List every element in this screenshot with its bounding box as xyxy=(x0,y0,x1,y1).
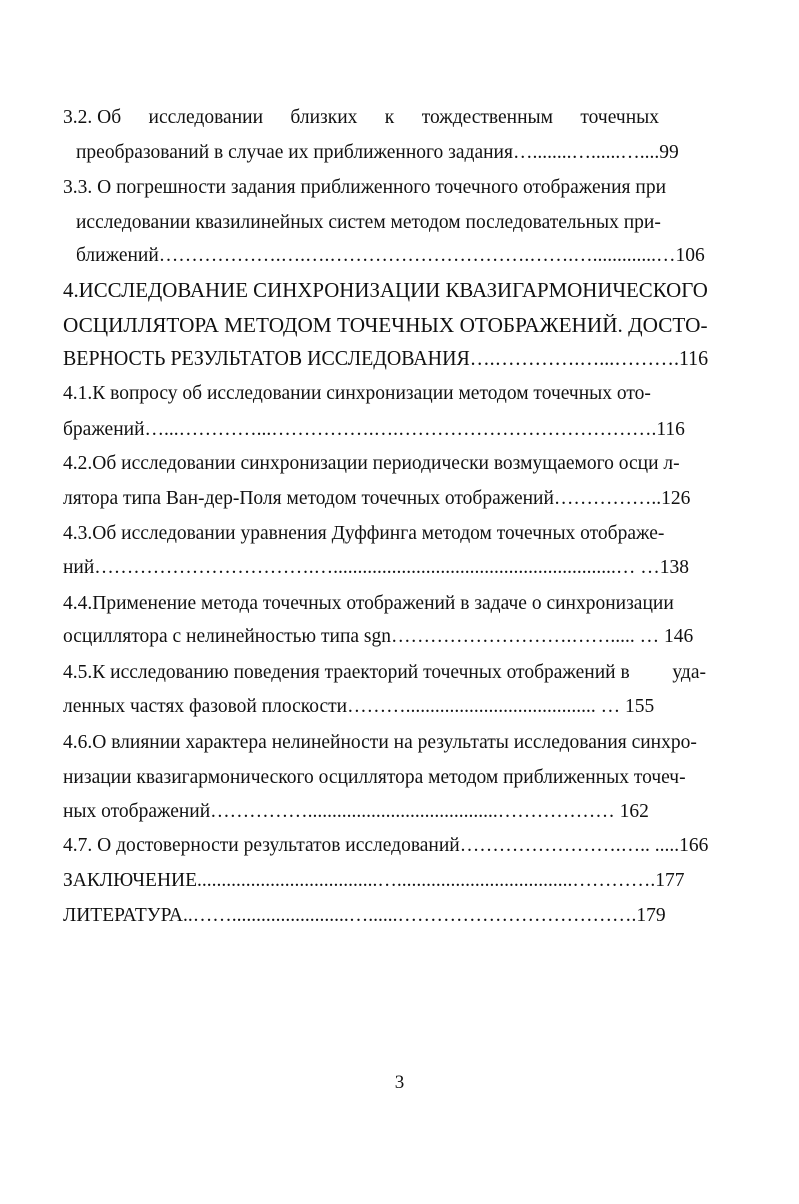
toc-word: 3.2. Об xyxy=(63,107,122,128)
toc-chapter-4-title-cont2: ВЕРНОСТЬ РЕЗУЛЬТАТОВ ИССЛЕДОВАНИЯ….………….…...……….116 xyxy=(63,346,709,370)
toc-line-4-1-cont: бражений…...…………...…………….….………………………………….116 xyxy=(63,419,685,440)
toc-line-4-3: 4.3.Об исследовании уравнения Дуффинга методом точечных отображе- xyxy=(63,523,665,544)
toc-line-4-6-cont: низации квазигармонического осциллятора методом приближенных точеч- xyxy=(63,767,686,788)
toc-word: близких xyxy=(290,107,358,128)
toc-line-4-2: 4.2.Об исследовании синхронизации периодически возмущаемого осци л- xyxy=(63,453,680,474)
toc-chapter-4-title-cont: ОСЦИЛЛЯТОРА МЕТОДОМ ТОЧЕЧНЫХ ОТОБРАЖЕНИЙ. ДОСТО- xyxy=(63,313,708,337)
toc-line-4-5-cont: ленных частях фазовой плоскости………....................................... … 155 xyxy=(63,696,655,717)
toc-line-4-5-text: 4.5.К исследованию поведения траекторий точечных отображений в xyxy=(63,662,630,683)
toc-line-3-3-cont: исследовании квазилинейных систем методом последовательных при- xyxy=(76,212,661,233)
toc-line-4-2-cont: лятора типа Ван-дер-Поля методом точечных отображений……………..126 xyxy=(63,488,691,509)
toc-line-4-6-cont2: ных отображений…………….......................................……………… 162 xyxy=(63,801,649,822)
toc-line-4-4-cont: осциллятора с нелинейностью типа sgn……………………….……..... … 146 xyxy=(63,626,694,647)
toc-word: точечных xyxy=(580,107,659,128)
toc-chapter-4-title: 4.ИССЛЕДОВАНИЕ СИНХРОНИЗАЦИИ КВАЗИГАРМОНИЧЕСКОГО xyxy=(63,278,708,302)
toc-line-4-7: 4.7. О достоверности результатов исследований…………………….….. .....166 xyxy=(63,835,709,856)
toc-references: ЛИТЕРАТУРА..……........................…......……………………………….179 xyxy=(63,905,666,926)
toc-line-4-4: 4.4.Применение метода точечных отображений в задаче о синхронизации xyxy=(63,593,674,614)
toc-word: исследовании xyxy=(148,107,264,128)
toc-line-4-5 xyxy=(63,661,706,685)
toc-line-4-6: 4.6.О влиянии характера нелинейности на результаты исследования синхро- xyxy=(63,732,697,753)
toc-conclusion: ЗАКЛЮЧЕНИЕ.....................................…....................................………….177 xyxy=(63,870,685,891)
toc-line-4-5-hyphen: уда- xyxy=(672,662,706,683)
toc-line-3-2-cont: преобразований в случае их приближенного задания…........…......…....99 xyxy=(76,142,679,163)
toc-line-3-2 xyxy=(63,106,659,130)
toc-line-3-3: 3.3. О погрешности задания приближенного точечного отображения при xyxy=(63,177,667,198)
toc-word: к xyxy=(384,107,395,128)
toc-word: тождественным xyxy=(421,107,553,128)
toc-line-4-3-cont: ний…………………………….…..........................................................… …138 xyxy=(63,557,690,578)
toc-line-3-3-cont2: ближений……………….….….………………………….…….….............…106 xyxy=(76,245,705,266)
page-number: 3 xyxy=(394,1072,405,1093)
toc-line-4-1: 4.1.К вопросу об исследовании синхронизации методом точечных ото- xyxy=(63,383,651,404)
